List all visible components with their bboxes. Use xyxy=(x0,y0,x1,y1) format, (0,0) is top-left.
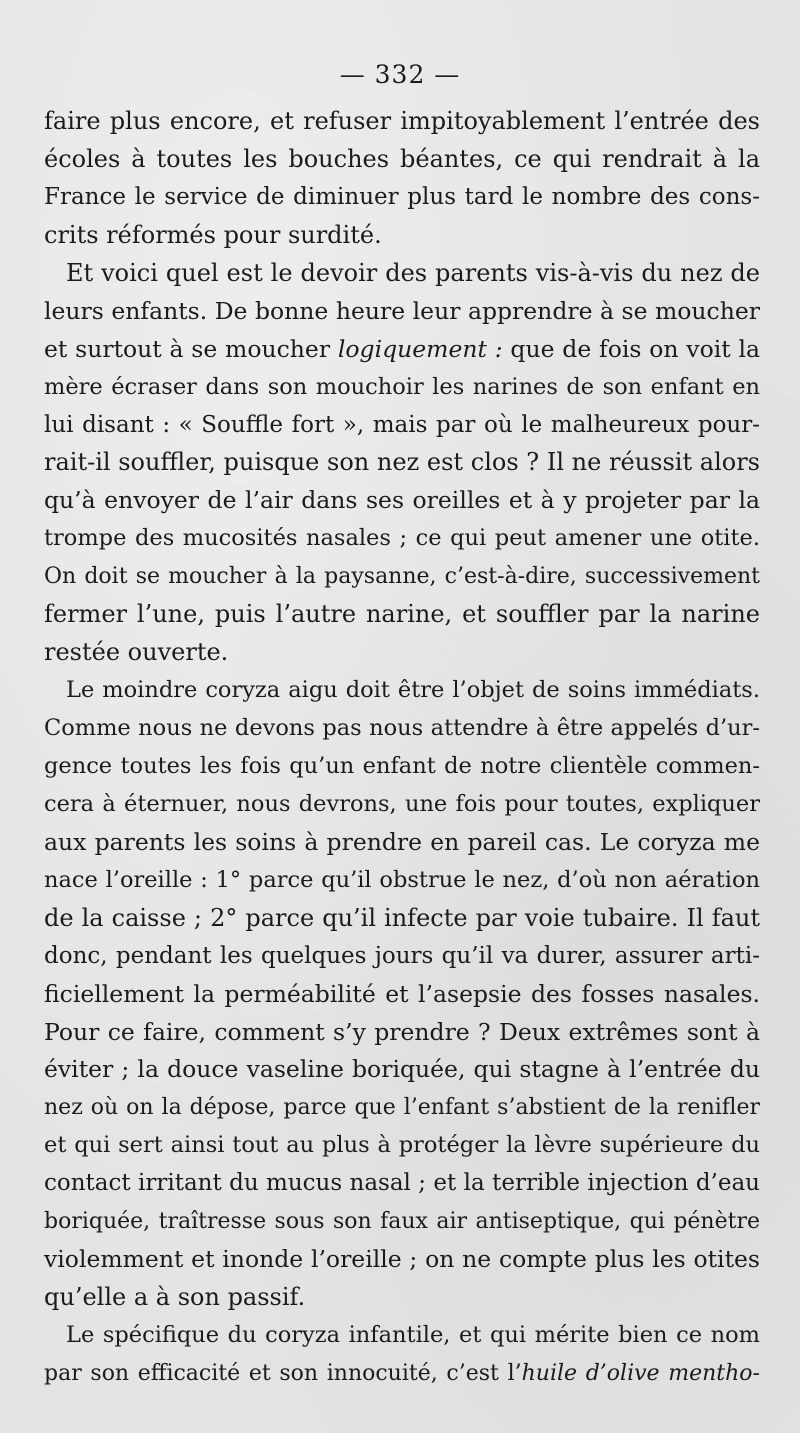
text-line: et surtout à se moucher logiquement : que de fois on voit la xyxy=(44,334,760,363)
text-line: de la caisse ; 2° parce qu’il infecte par voie tubaire. Il faut xyxy=(44,903,760,932)
body-text xyxy=(44,103,760,1393)
text-line: crits réformés pour surdité. xyxy=(44,220,382,249)
text-line: aux parents les soins à prendre en pareil cas. Le coryza me xyxy=(44,827,760,856)
text-line: fermer l’une, puis l’autre narine, et souffler par la narine xyxy=(44,600,760,629)
text-line: restée ouverte. xyxy=(44,638,229,667)
text-line: lui disant : « Souffle fort », mais par où le malheureux pour- xyxy=(44,411,760,438)
text-line: nace l’oreille : 1° parce qu’il obstrue le nez, d’où non aération xyxy=(44,866,760,893)
text-line: faire plus encore, et refuser impitoyablement l’entrée des xyxy=(44,107,760,135)
text-line: éviter ; la douce vaseline boriquée, qui stagne à l’entrée du xyxy=(44,1055,760,1084)
text-line: contact irritant du mucus nasal ; et la terrible injection d’eau xyxy=(44,1170,760,1197)
text-line: donc, pendant les quelques jours qu’il va durer, assurer arti- xyxy=(44,942,760,969)
text-line: Comme nous ne devons pas nous attendre à être appelés d’ur- xyxy=(44,715,760,741)
text-line: écoles à toutes les bouches béantes, ce qui rendrait à la xyxy=(44,144,760,173)
italic-term: logiquement : xyxy=(337,334,503,363)
paragraph-first-line: Le spécifique du coryza infantile, et qui mérite bien ce nom xyxy=(66,1322,760,1348)
page-number: — 332 — xyxy=(339,60,461,89)
text-line: qu’elle a à son passif. xyxy=(44,1283,306,1312)
paragraph-first-line: Le moindre coryza aigu doit être l’objet de soins immédiats. xyxy=(66,677,760,704)
text-line: et qui sert ainsi tout au plus à protéger la lèvre supérieure du xyxy=(44,1132,760,1159)
text-line: mère écraser dans son mouchoir les narines de son enfant en xyxy=(44,373,760,400)
text-line: rait-il souffler, puisque son nez est clos ? Il ne réussit alors xyxy=(44,448,760,477)
paragraph-first-line: Et voici quel est le devoir des parents vis-à-vis du nez de xyxy=(66,258,760,287)
italic-term: huile d’olive mentho- xyxy=(521,1360,760,1386)
text-line: cera à éternuer, nous devrons, une fois pour toutes, expliquer xyxy=(44,790,760,817)
text-line: par son efficacité et son innocuité, c’est l’huile d’olive mentho- xyxy=(44,1360,760,1386)
text-line: violemment et inonde l’oreille ; on ne compte plus les otites xyxy=(44,1245,760,1274)
text-line: Pour ce faire, comment s’y prendre ? Deux extrêmes sont à xyxy=(44,1017,760,1046)
text-line: France le service de diminuer plus tard le nombre des cons- xyxy=(44,183,760,210)
text-line: nez où on la dépose, parce que l’enfant s’abstient de la renifler xyxy=(44,1095,760,1121)
text-line: qu’à envoyer de l’air dans ses oreilles et à y projeter par la xyxy=(44,486,760,515)
text-line: leurs enfants. De bonne heure leur apprendre à se moucher xyxy=(44,296,760,325)
text-line: ficiellement la perméabilité et l’asepsie des fosses nasales. xyxy=(44,979,760,1008)
text-line: On doit se moucher à la paysanne, c’est-à-dire, successivement xyxy=(44,564,760,590)
text-line: trompe des mucosités nasales ; ce qui peut amener une otite. xyxy=(44,525,760,552)
text-line: gence toutes les fois qu’un enfant de notre clientèle commen- xyxy=(44,752,760,779)
text-line: boriquée, traîtresse sous son faux air antiseptique, qui pénètre xyxy=(44,1209,760,1235)
